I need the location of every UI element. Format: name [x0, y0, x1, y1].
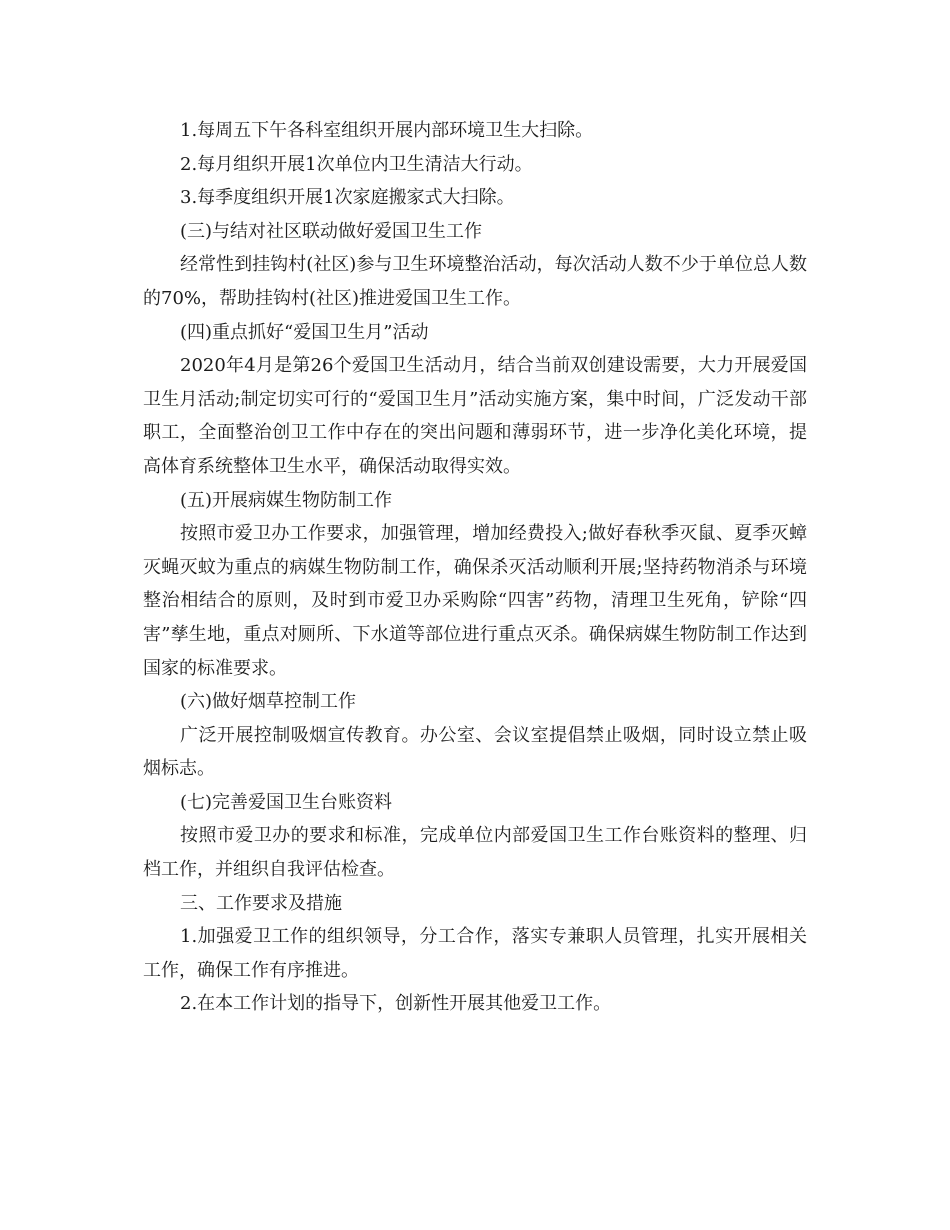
paragraph-item-2: 2.每月组织开展1次单位内卫生清洁大行动。 — [180, 153, 533, 175]
paragraph-requirement-2: 2.在本工作计划的指导下，创新性开展其他爱卫工作。 — [180, 993, 612, 1015]
paragraph-tobacco-control: 广泛开展控制吸烟宣传教育。办公室、会议室提倡禁止吸烟，同时设立禁止吸烟标志。 — [143, 724, 807, 780]
paragraph-item-1: 1.每周五下午各科室组织开展内部环境卫生大扫除。 — [180, 120, 594, 141]
chapter-heading-3: 三、工作要求及措施 — [180, 892, 342, 914]
paragraph-item-3: 3.每季度组织开展1次家庭搬家式大扫除。 — [180, 187, 515, 209]
paragraph-vector-control: 按照市爱卫办工作要求，加强管理，增加经费投入;做好春秋季灭鼠、夏季灭蟑灭蝇灭蚊为重点的病媒生物防制工作，确保杀灭活动顺利开展;坚持药物消杀与环境整治相结合的原则，及时到市爱卫办采购除“四害”药物，清理卫生死角，铲除“四害”孳生地，重点对厕所、下水道等部位进行重点灭杀。确保病媒生物防制工作达到国家的标准要求。 — [143, 523, 807, 679]
paragraph-records: 按照市爱卫办的要求和标准，完成单位内部爱国卫生工作台账资料的整理、归档工作，并组织自我评估检查。 — [143, 825, 807, 881]
section-heading-4: (四)重点抓好“爱国卫生月”活动 — [180, 321, 429, 343]
section-heading-3: (三)与结对社区联动做好爱国卫生工作 — [180, 220, 483, 242]
paragraph-community: 经常性到挂钩村(社区)参与卫生环境整治活动，每次活动人数不少于单位总人数的70%，帮助挂钩村(社区)推进爱国卫生工作。 — [143, 254, 807, 309]
paragraph-health-month: 2020年4月是第26个爱国卫生活动月，结合当前双创建设需要，大力开展爱国卫生月活动;制定切实可行的“爱国卫生月”活动实施方案，集中时间，广泛发动干部职工，全面整治创卫工作中存在的突出问题和薄弱环节，进一步净化美化环境，提高体育系统整体卫生水平，确保活动取得实效。 — [143, 355, 807, 477]
document-body — [143, 114, 807, 1021]
section-heading-5: (五)开展病媒生物防制工作 — [180, 489, 393, 511]
paragraph-requirement-1: 1.加强爱卫工作的组织领导，分工合作，落实专兼职人员管理，扎实开展相关工作，确保工作有序推进。 — [143, 926, 807, 981]
section-heading-6: (六)做好烟草控制工作 — [180, 691, 357, 713]
section-heading-7: (七)完善爱国卫生台账资料 — [180, 791, 393, 813]
